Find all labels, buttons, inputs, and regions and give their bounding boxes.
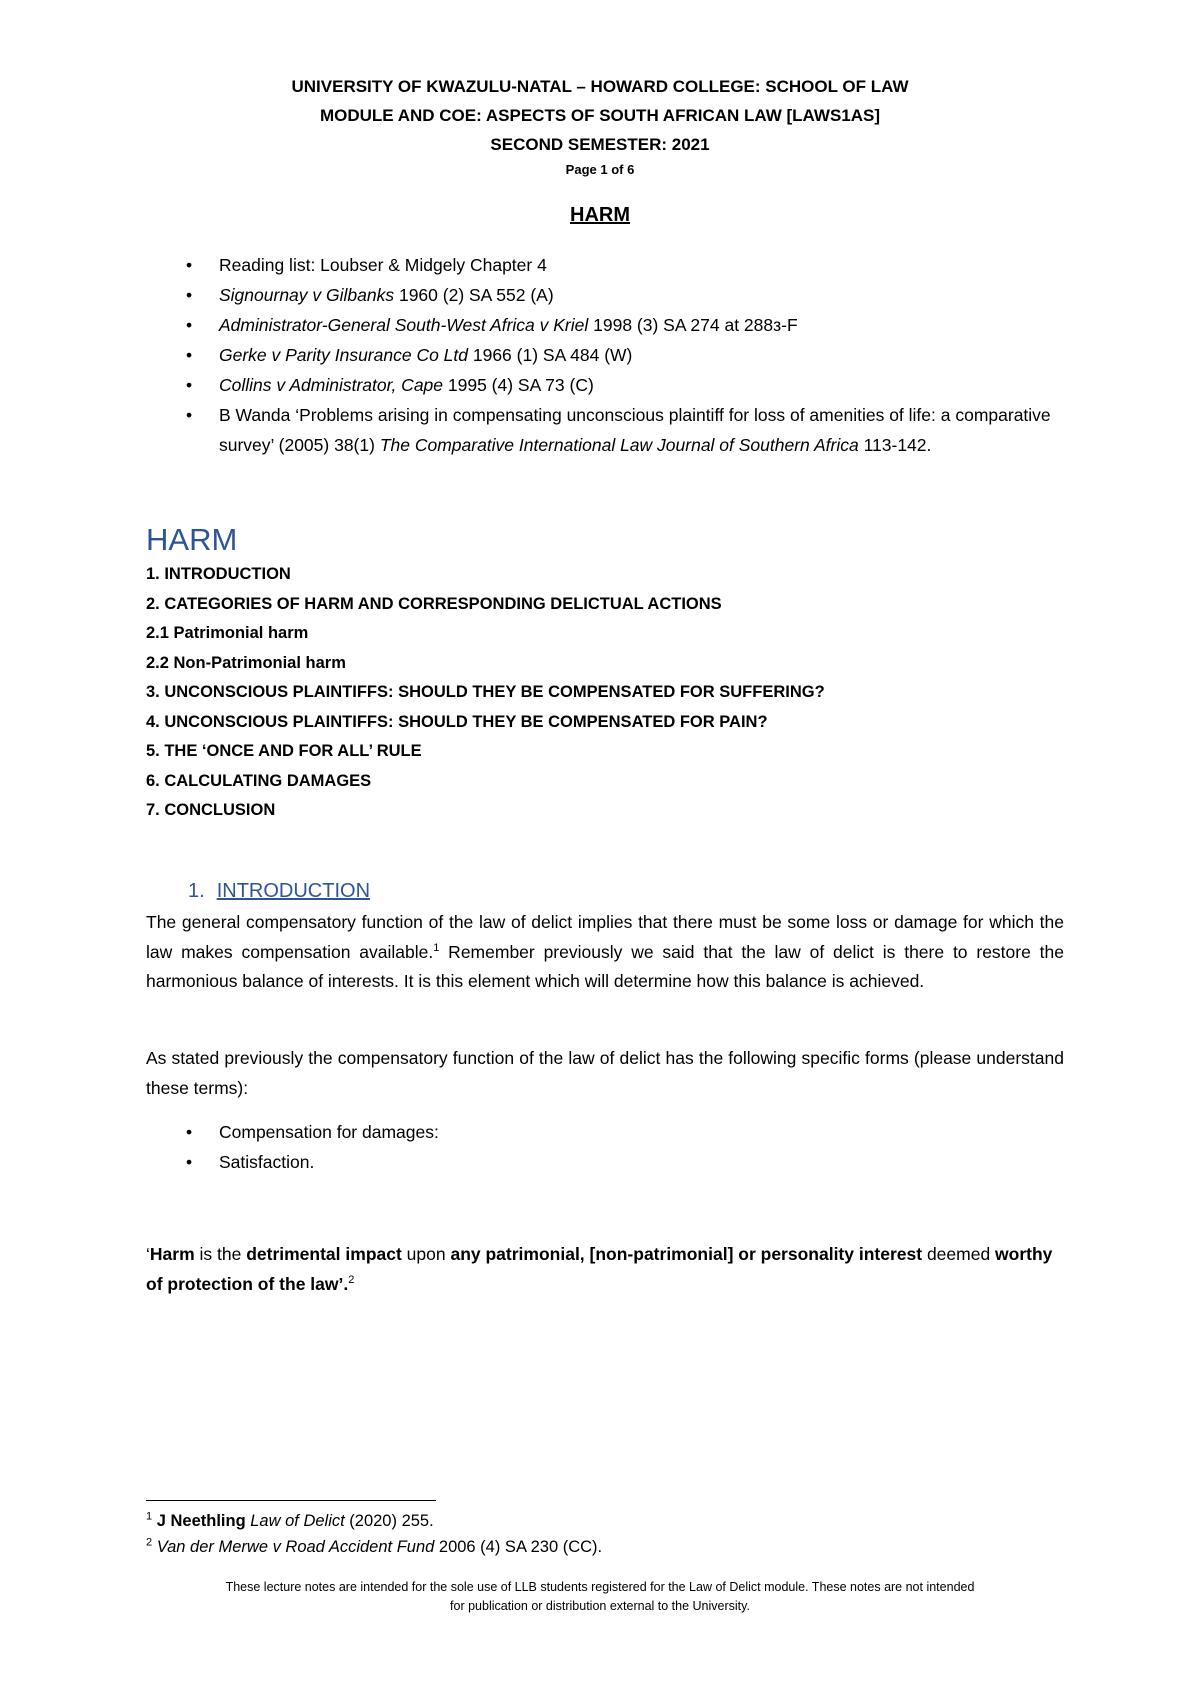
forms-list-item: • Compensation for damages: <box>146 1117 439 1147</box>
section-title: INTRODUCTION <box>216 880 371 902</box>
page-number: Page 1 of 6 <box>565 162 635 177</box>
outline-item: 7. CONCLUSION <box>146 801 276 819</box>
footnotes <box>146 1508 602 1560</box>
outline-item: 5. THE ‘ONCE AND FOR ALL’ RULE <box>146 742 422 760</box>
footnote-ref: 1 <box>433 941 440 954</box>
reading-list-item: • Reading list: Loubser & Midgely Chapter 4 <box>146 250 1066 280</box>
outline-item: 6. CALCULATING DAMAGES <box>146 771 372 790</box>
forms-list-item: • Satisfaction. <box>146 1147 439 1177</box>
outline-list <box>146 560 825 826</box>
footnote: $^2$ Van der Merwe v Road Accident Fund 2006 (4) SA 230 (CC). <box>146 1536 603 1556</box>
page-header <box>0 72 1200 181</box>
page-footer <box>120 1578 1080 1616</box>
header-semester: SECOND SEMESTER: 2021 <box>490 135 710 154</box>
outline-item: 2. CATEGORIES OF HARM AND CORRESPONDING DELICTUAL ACTIONS <box>146 594 722 613</box>
footer-line: for publication or distribution external to the University. <box>450 1599 750 1613</box>
header-module: MODULE AND COE: ASPECTS OF SOUTH AFRICAN LAW [LAWS1AS] <box>319 106 881 125</box>
outline-item: 2.2 Non-Patrimonial harm <box>146 653 346 672</box>
forms-list <box>146 1117 439 1177</box>
reading-list-item: • Signournay v Gilbanks 1960 (2) SA 552 (A) <box>146 280 1066 310</box>
reading-list-item: • B Wanda ‘Problems arising in compensating unconscious plaintiff for loss of amenities of life: a comparative survey’ (2005) 38(1) The Comparative International Law Journal of Southern Africa 113-142. <box>146 400 1066 460</box>
footnote-divider <box>146 1500 436 1501</box>
header-university: UNIVERSITY OF KWAZULU-NATAL – HOWARD COLLEGE: SCHOOL OF LAW <box>291 77 909 96</box>
intro-paragraph: The general compensatory function of the law of delict implies that there must be some loss or damage for which the law makes compensation available.$^1$ Remember previously we said that the law of delict is there to restore the harmonious balance of interests. It is this element which will determine how this balance is achieved. <box>146 912 1064 991</box>
reading-list-item: • Gerke v Parity Insurance Co Ltd 1966 (1) SA 484 (W) <box>146 340 1066 370</box>
page-title: HARM <box>570 204 630 226</box>
footer-line: These lecture notes are intended for the sole use of LLB students registered for the Law of Delict module. These notes are not intended <box>225 1580 975 1594</box>
reading-list-item: • Collins v Administrator, Cape 1995 (4) SA 73 (C) <box>146 370 1066 400</box>
outline-item: 3. UNCONSCIOUS PLAINTIFFS: SHOULD THEY BE COMPENSATED FOR SUFFERING? <box>146 683 825 701</box>
reading-list <box>146 250 1066 460</box>
harm-definition-quote: ‘Harm is the detrimental impact upon any patrimonial, [non-patrimonial] or personality interest deemed worthy of protection of the law’.$^2$ <box>146 1244 1053 1294</box>
outline-item: 4. UNCONSCIOUS PLAINTIFFS: SHOULD THEY BE COMPENSATED FOR PAIN? <box>146 712 768 731</box>
reading-list-item: • Administrator-General South-West Africa v Kriel 1998 (3) SA 274 at 288з-F <box>146 310 1066 340</box>
outline-heading: HARM <box>146 522 238 557</box>
footnote: $^1$ J Neethling Law of Delict (2020) 255. <box>146 1510 434 1530</box>
section-heading-introduction <box>188 880 370 903</box>
footnote-ref: 2 <box>348 1273 355 1286</box>
outline-item: 1. INTRODUCTION <box>146 565 291 583</box>
section-number: 1. <box>188 880 205 902</box>
forms-paragraph: As stated previously the compensatory function of the law of delict has the following specific forms (please understand these terms): <box>146 1048 1064 1098</box>
outline-item: 2.1 Patrimonial harm <box>146 624 309 642</box>
